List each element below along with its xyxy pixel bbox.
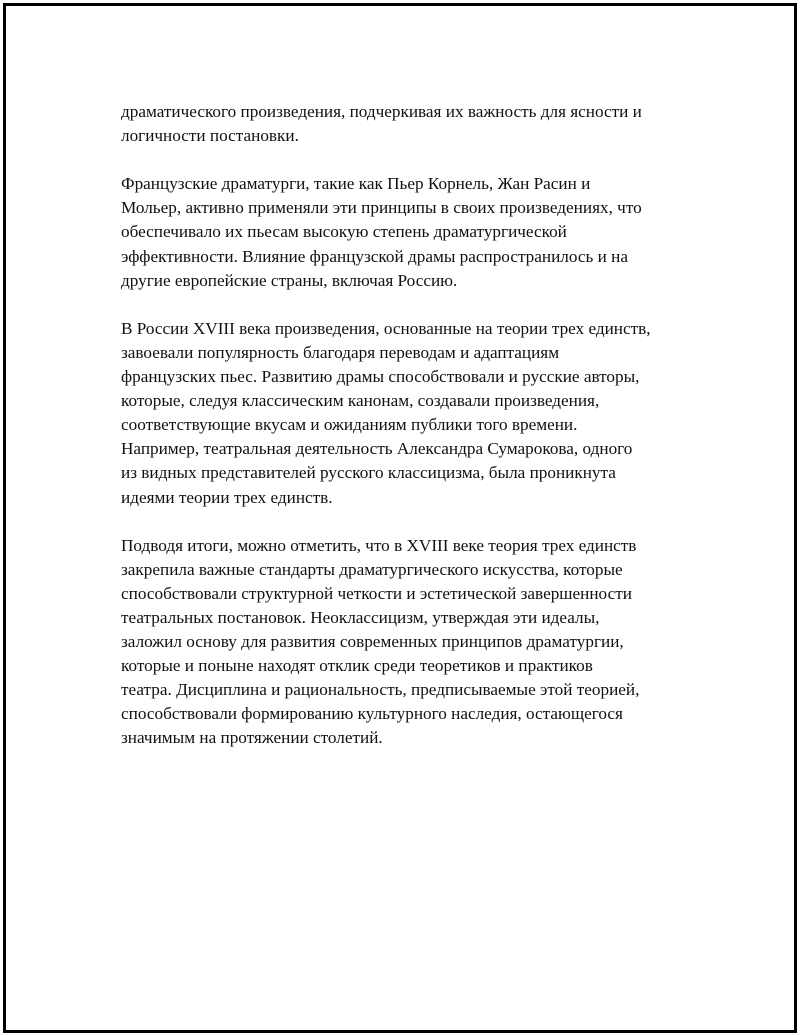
text-line: закрепила важные стандарты драматургического искусства, которые bbox=[121, 559, 623, 579]
paragraph-2 bbox=[121, 172, 701, 292]
text-line: В России XVIII века произведения, основанные на теории трех единств, bbox=[121, 318, 651, 338]
text-line: эффективности. Влияние французской драмы распространилось и на bbox=[121, 246, 628, 266]
text-line: Подводя итоги, можно отметить, что в XVIII веке теория трех единств bbox=[121, 535, 637, 555]
paragraph-4 bbox=[121, 534, 701, 751]
text-line: значимым на протяжении столетий. bbox=[121, 728, 383, 748]
text-line: обеспечивало их пьесам высокую степень драматургической bbox=[121, 222, 567, 242]
text-line: заложил основу для развития современных принципов драматургии, bbox=[121, 632, 624, 652]
document-page bbox=[3, 3, 797, 1033]
paragraph-3 bbox=[121, 317, 701, 510]
text-line: соответствующие вкусам и ожиданиям публики того времени. bbox=[121, 415, 578, 435]
text-line: театра. Дисциплина и рациональность, предписываемые этой теорией, bbox=[121, 680, 640, 700]
text-line: из видных представителей русского классицизма, была проникнута bbox=[121, 463, 616, 483]
text-line: завоевали популярность благодаря переводам и адаптациям bbox=[121, 342, 560, 362]
text-line: идеями теории трех единств. bbox=[121, 487, 333, 507]
text-line: французских пьес. Развитию драмы способствовали и русские авторы, bbox=[121, 367, 640, 387]
paragraph-1 bbox=[121, 100, 701, 148]
document-body bbox=[121, 100, 701, 775]
text-line: способствовали формированию культурного наследия, остающегося bbox=[121, 704, 623, 724]
text-line: драматического произведения, подчеркивая их важность для ясности и bbox=[121, 102, 642, 121]
text-line: способствовали структурной четкости и эстетической завершенности bbox=[121, 583, 632, 603]
text-line: театральных постановок. Неоклассицизм, утверждая эти идеалы, bbox=[121, 607, 600, 627]
text-line: логичности постановки. bbox=[121, 126, 299, 146]
text-line: которые и поныне находят отклик среди теоретиков и практиков bbox=[121, 656, 593, 676]
text-line: другие европейские страны, включая Россию. bbox=[121, 270, 458, 290]
text-line: которые, следуя классическим канонам, создавали произведения, bbox=[121, 391, 600, 411]
text-line: Французские драматурги, такие как Пьер Корнель, Жан Расин и bbox=[121, 174, 591, 194]
text-line: Мольер, активно применяли эти принципы в своих произведениях, что bbox=[121, 198, 642, 218]
text-line: Например, театральная деятельность Александра Сумарокова, одного bbox=[121, 439, 633, 459]
